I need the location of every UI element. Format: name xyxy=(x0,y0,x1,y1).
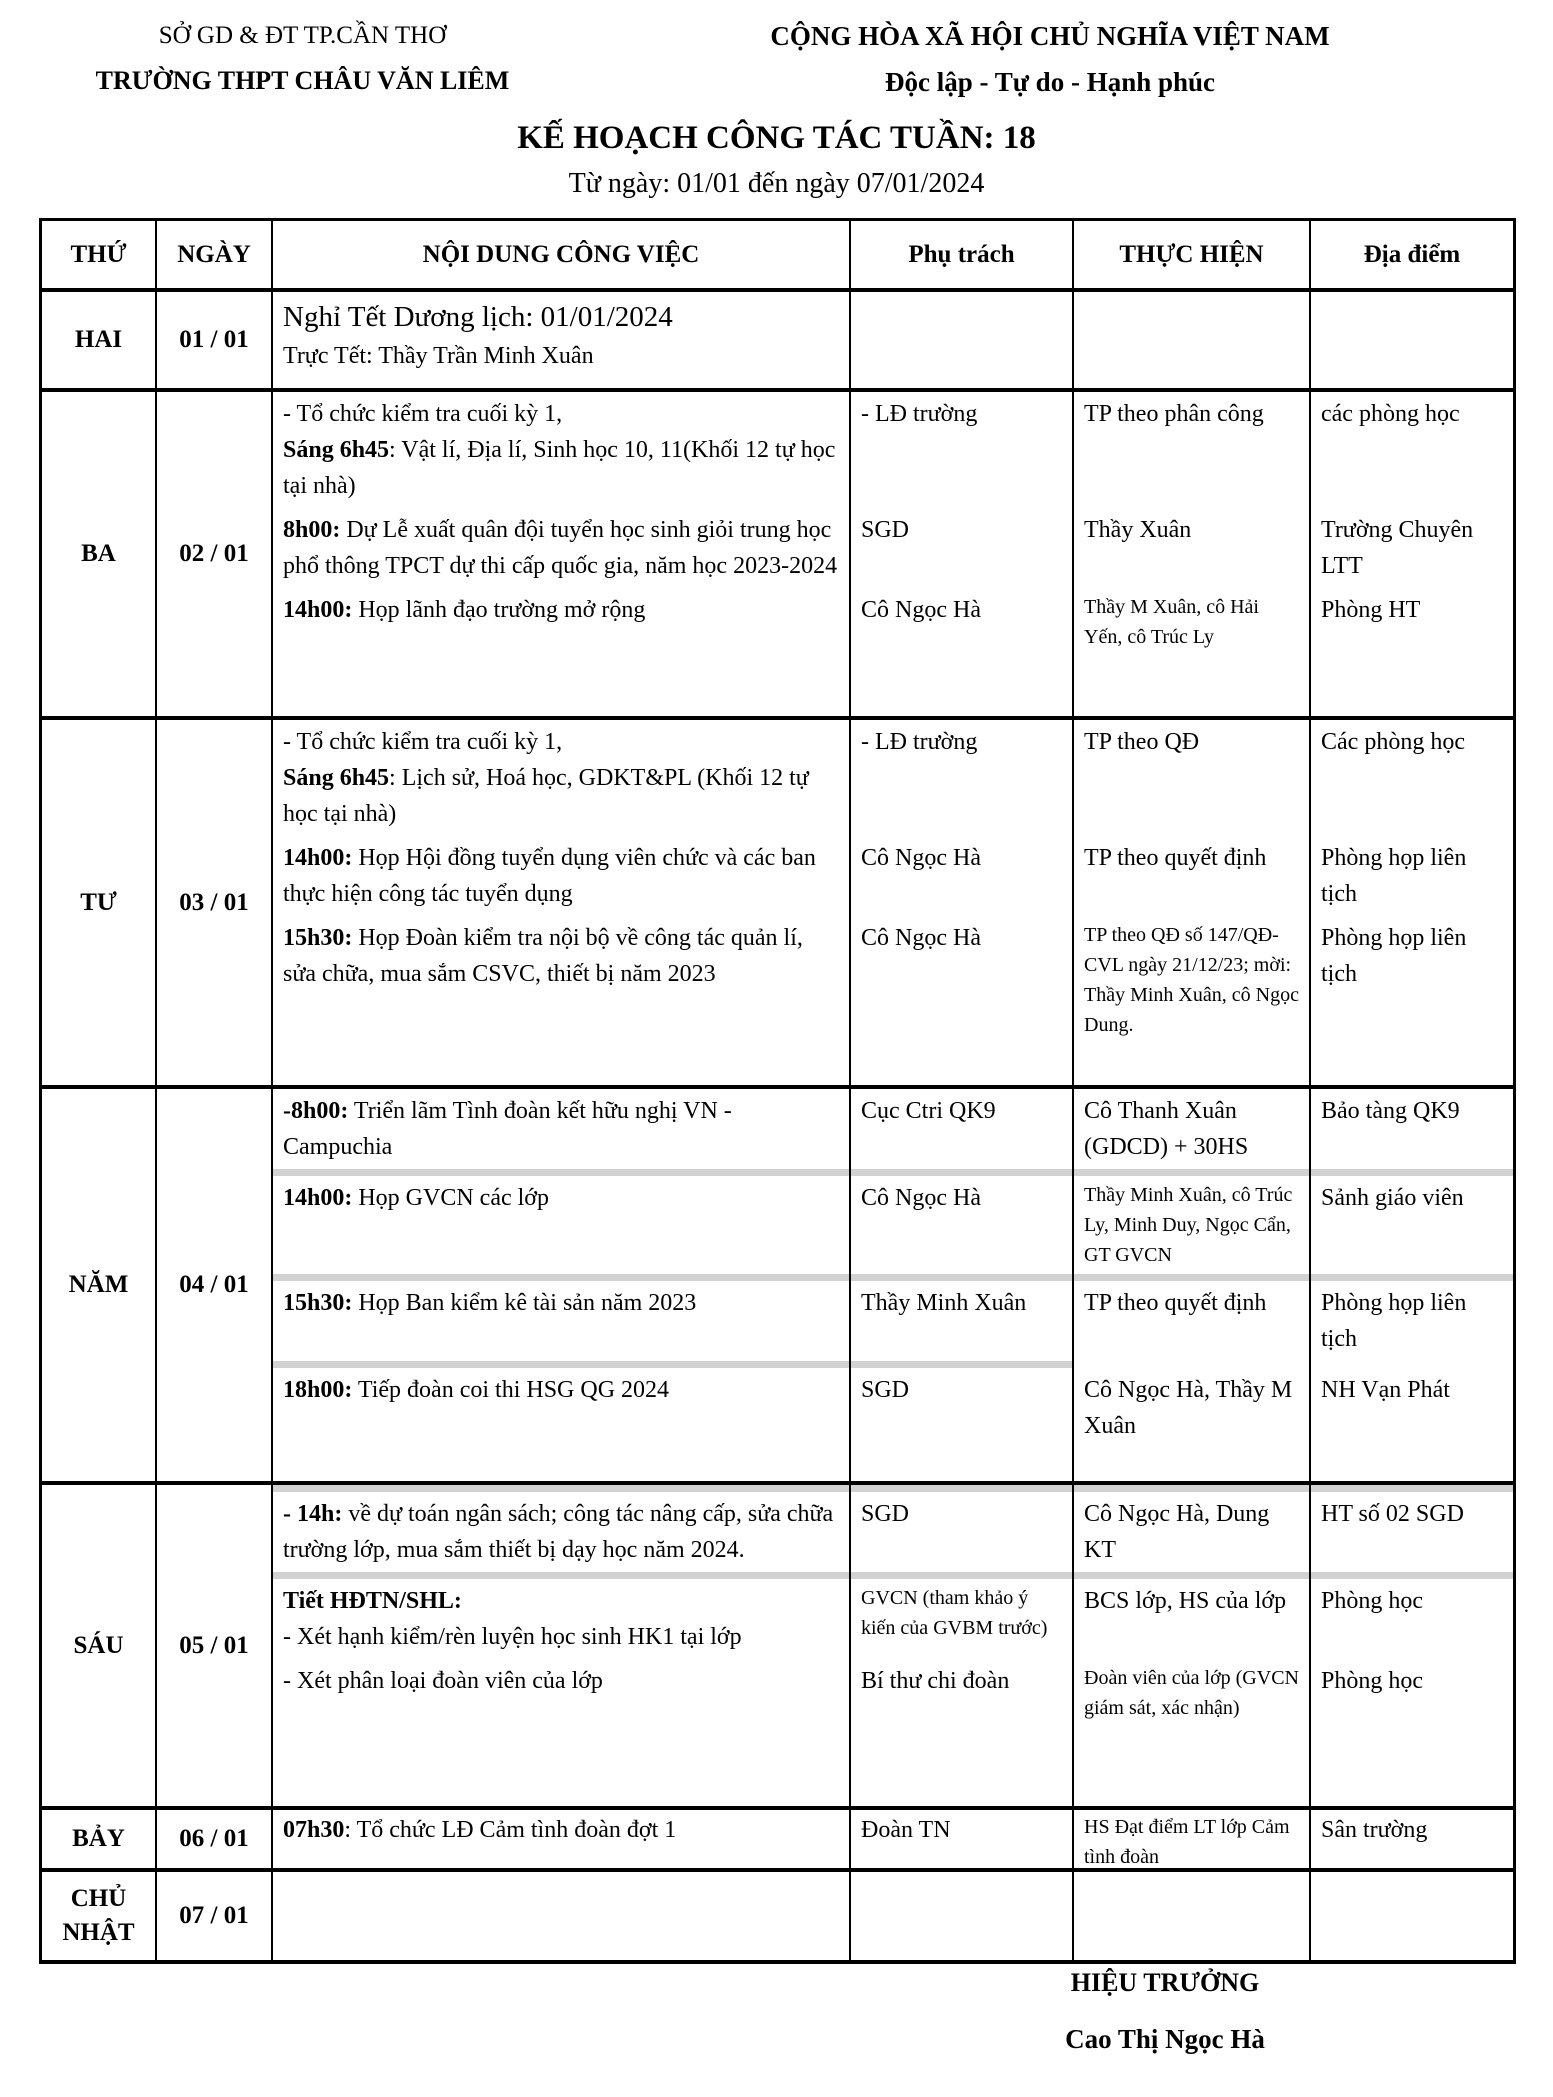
content-line xyxy=(283,338,841,374)
row-filler xyxy=(271,1448,1513,1481)
assignee-cell xyxy=(849,1579,1072,1659)
executor-cell xyxy=(1072,1368,1309,1448)
executor-cell xyxy=(1072,1659,1309,1727)
content-text: Họp GVCN các lớp xyxy=(352,1185,549,1211)
row-activities xyxy=(271,1485,1513,1806)
activity-row xyxy=(271,588,1513,656)
content-time-label: Tiết HĐTN/SHL: xyxy=(283,1588,462,1614)
location-cell xyxy=(1309,1281,1513,1361)
assignee-cell-text: SGD xyxy=(861,1377,910,1403)
filler-segment xyxy=(1309,1044,1513,1085)
executor-cell xyxy=(1072,836,1309,916)
executor-cell xyxy=(1072,1810,1309,1868)
filler-segment xyxy=(1309,1880,1513,1960)
activity-row xyxy=(271,508,1513,588)
content-line xyxy=(283,1093,841,1165)
separator-segment xyxy=(271,1361,849,1368)
separator-segment xyxy=(1309,1361,1513,1368)
assignee-cell-text: SGD xyxy=(861,517,910,543)
filler-segment xyxy=(1072,378,1309,388)
executor-cell-text: Thầy Minh Xuân, cô Trúc Ly, Minh Duy, Ngọc Cẩn, GT GVCN xyxy=(1084,1184,1293,1266)
separator-segment xyxy=(1309,1274,1513,1281)
activity-content xyxy=(271,392,849,508)
content-line xyxy=(283,296,841,338)
separator-segment xyxy=(1072,1274,1309,1281)
content-time-label: 14h00: xyxy=(283,845,353,871)
content-line xyxy=(283,1812,841,1848)
executor-cell-text: BCS lớp, HS của lớp xyxy=(1084,1588,1287,1614)
filler-segment xyxy=(271,1448,849,1481)
table-row xyxy=(42,1085,1513,1481)
national-motto: Độc lập - Tự do - Hạnh phúc xyxy=(884,67,1216,97)
separator-segment xyxy=(1309,1169,1513,1176)
assignee-cell-text: Đoàn TN xyxy=(861,1817,951,1843)
separator-segment xyxy=(271,1274,849,1281)
executor-cell-text: HS Đạt điểm LT lớp Cảm tình đoàn xyxy=(1084,1816,1290,1868)
content-text: - Xét hạnh kiểm/rèn luyện học sinh HK1 tại lớp xyxy=(283,1624,742,1650)
col-header-date: NGÀY xyxy=(155,221,271,288)
content-line xyxy=(283,396,841,432)
location-cell-text: HT số 02 SGD xyxy=(1321,1501,1464,1527)
assignee-cell-text: Bí thư chi đoàn xyxy=(861,1668,1010,1694)
assignee-cell-text: Thầy Minh Xuân xyxy=(861,1290,1027,1316)
executor-cell-text: TP theo phân công xyxy=(1084,401,1264,427)
executor-cell xyxy=(1072,916,1309,1044)
content-line xyxy=(283,1180,841,1216)
executor-cell xyxy=(1072,1176,1309,1274)
content-line xyxy=(283,1583,841,1619)
content-time-label: 15h30: xyxy=(283,925,353,951)
activity-row xyxy=(271,1579,1513,1659)
filler-segment xyxy=(849,1880,1072,1960)
executor-cell-text: Đoàn viên của lớp (GVCN giám sát, xác nhận) xyxy=(1084,1667,1299,1719)
separator-segment xyxy=(849,1169,1072,1176)
content-time-label: 8h00: xyxy=(283,517,341,543)
signature-block xyxy=(985,1968,1345,2055)
separator-segment xyxy=(1072,1361,1309,1368)
executor-cell xyxy=(1072,292,1309,378)
filler-segment xyxy=(271,1727,849,1806)
activity-content xyxy=(271,508,849,588)
date-cell: 05 / 01 xyxy=(155,1485,271,1806)
filler-segment xyxy=(849,1727,1072,1806)
separator-segment xyxy=(1072,1485,1309,1492)
assignee-cell xyxy=(849,836,1072,916)
location-cell xyxy=(1309,916,1513,1044)
assignee-cell xyxy=(849,508,1072,588)
executor-cell-text: Thầy M Xuân, cô Hải Yến, cô Trúc Ly xyxy=(1084,596,1259,648)
activity-content xyxy=(271,1176,849,1274)
day-cell: TƯ xyxy=(80,888,117,916)
col-header-executor: THỰC HIỆN xyxy=(1072,221,1309,288)
schedule-table xyxy=(39,218,1516,1964)
table-row xyxy=(42,388,1513,716)
row-filler xyxy=(271,378,1513,388)
assignee-cell xyxy=(849,1089,1072,1169)
row-separator xyxy=(271,1274,1513,1281)
content-time-label: Sáng 6h45 xyxy=(283,765,390,791)
assignee-cell-text: GVCN (tham khảo ý kiến của GVBM trước) xyxy=(861,1587,1048,1639)
executor-cell xyxy=(1072,508,1309,588)
signer-title: HIỆU TRƯỞNG xyxy=(1070,1968,1260,1997)
row-activities xyxy=(271,1872,1513,1960)
content-line xyxy=(283,840,841,912)
activity-content xyxy=(271,1368,849,1448)
table-row xyxy=(42,1806,1513,1868)
executor-cell xyxy=(1072,392,1309,508)
filler-segment xyxy=(1072,1880,1309,1960)
content-time-label: 14h00: xyxy=(283,597,353,623)
row-separator xyxy=(271,1361,1513,1368)
filler-segment xyxy=(271,1044,849,1085)
separator-segment xyxy=(271,1572,849,1579)
assignee-cell-text: - LĐ trường xyxy=(861,729,978,755)
assignee-cell xyxy=(849,720,1072,836)
separator-segment xyxy=(1309,1485,1513,1492)
activity-content xyxy=(271,1492,849,1572)
row-filler xyxy=(271,656,1513,716)
content-line xyxy=(283,1372,841,1408)
content-text: : Vật lí, Địa lí, Sinh học 10, 11(Khối 12 tự học tại nhà) xyxy=(283,437,836,499)
content-line xyxy=(283,920,841,992)
assignee-cell xyxy=(849,392,1072,508)
assignee-cell xyxy=(849,1872,1072,1880)
row-activities xyxy=(271,720,1513,1085)
assignee-cell-text: Cô Ngọc Hà xyxy=(861,597,981,623)
location-cell xyxy=(1309,1810,1513,1868)
col-header-location: Địa điểm xyxy=(1309,221,1513,288)
content-time-label: - 14h: xyxy=(283,1501,343,1527)
date-cell: 07 / 01 xyxy=(155,1872,271,1960)
date-cell: 03 / 01 xyxy=(155,720,271,1085)
content-time-label: -8h00: xyxy=(283,1098,349,1124)
activity-content xyxy=(271,916,849,1044)
activity-row xyxy=(271,1872,1513,1880)
signer-name: Cao Thị Ngọc Hà xyxy=(1065,2024,1265,2054)
table-body xyxy=(42,292,1513,1960)
day-cell: HAI xyxy=(74,326,123,353)
location-cell xyxy=(1309,1368,1513,1448)
row-filler xyxy=(271,1727,1513,1806)
assignee-cell-text: Cô Ngọc Hà xyxy=(861,1185,981,1211)
separator-segment xyxy=(1309,1572,1513,1579)
filler-segment xyxy=(1072,1727,1309,1806)
activity-content xyxy=(271,1579,849,1659)
row-separator xyxy=(271,1169,1513,1176)
assignee-cell-text: Cô Ngọc Hà xyxy=(861,925,981,951)
assignee-cell-text: SGD xyxy=(861,1501,910,1527)
content-text: Họp Hội đồng tuyển dụng viên chức và các ban thực hiện công tác tuyển dụng xyxy=(283,845,816,907)
row-separator xyxy=(271,1572,1513,1579)
content-text: : Lịch sử, Hoá học, GDKT&PL (Khối 12 tự học tại nhà) xyxy=(283,765,809,827)
activity-row xyxy=(271,836,1513,916)
row-activities xyxy=(271,1089,1513,1481)
school-name: TRƯỜNG THPT CHÂU VĂN LIÊM xyxy=(95,66,510,95)
date-cell: 01 / 01 xyxy=(155,292,271,388)
content-line xyxy=(283,1619,841,1655)
location-cell-text: Sảnh giáo viên xyxy=(1321,1185,1464,1211)
activity-row xyxy=(271,1810,1513,1868)
location-cell-text: Phòng họp liên tịch xyxy=(1321,845,1467,907)
activity-row xyxy=(271,720,1513,836)
executor-cell xyxy=(1072,1492,1309,1572)
org-header-right xyxy=(690,20,1410,98)
executor-cell xyxy=(1072,720,1309,836)
location-cell-text: Phòng học xyxy=(1321,1588,1423,1614)
assignee-cell xyxy=(849,916,1072,1044)
table-row xyxy=(42,292,1513,388)
filler-segment xyxy=(849,378,1072,388)
location-cell xyxy=(1309,1089,1513,1169)
activity-content xyxy=(271,1281,849,1361)
filler-segment xyxy=(271,378,849,388)
separator-segment xyxy=(849,1572,1072,1579)
org-header-left xyxy=(30,20,575,97)
executor-cell xyxy=(1072,1872,1309,1880)
day-cell: SÁU xyxy=(73,1631,124,1659)
separator-segment xyxy=(271,1169,849,1176)
filler-segment xyxy=(1072,1044,1309,1085)
content-text: Nghỉ Tết Dương lịch: 01/01/2024 xyxy=(283,301,673,333)
location-cell xyxy=(1309,588,1513,656)
content-line xyxy=(283,592,841,628)
separator-segment xyxy=(849,1361,1072,1368)
location-cell xyxy=(1309,836,1513,916)
location-cell-text: Các phòng học xyxy=(1321,729,1465,755)
executor-cell xyxy=(1072,1281,1309,1361)
table-row xyxy=(42,716,1513,1085)
content-text: : Tổ chức LĐ Cảm tình đoàn đợt 1 xyxy=(344,1817,677,1843)
executor-cell-text: Cô Ngọc Hà, Dung KT xyxy=(1084,1501,1270,1563)
date-cell: 02 / 01 xyxy=(155,392,271,716)
content-time-label: 07h30 xyxy=(283,1817,345,1843)
content-text: Triển lãm Tình đoàn kết hữu nghị VN - Campuchia xyxy=(283,1098,732,1160)
content-time-label: 18h00: xyxy=(283,1377,353,1403)
assignee-cell xyxy=(849,1659,1072,1727)
location-cell xyxy=(1309,392,1513,508)
department-name: SỞ GD & ĐT TP.CẦN THƠ xyxy=(158,22,447,49)
date-cell: 04 / 01 xyxy=(155,1089,271,1481)
row-filler xyxy=(271,1880,1513,1960)
executor-cell xyxy=(1072,588,1309,656)
table-row xyxy=(42,1868,1513,1960)
content-line xyxy=(283,1496,841,1568)
content-text: - Xét phân loại đoàn viên của lớp xyxy=(283,1668,603,1694)
location-cell-text: Phòng học xyxy=(1321,1668,1423,1694)
activity-content xyxy=(271,836,849,916)
filler-segment xyxy=(271,656,849,716)
assignee-cell xyxy=(849,1368,1072,1448)
filler-segment xyxy=(1072,656,1309,716)
separator-segment xyxy=(1072,1572,1309,1579)
col-header-day: THỨ xyxy=(70,240,127,268)
location-cell xyxy=(1309,1659,1513,1727)
separator-segment xyxy=(849,1274,1072,1281)
activity-row xyxy=(271,916,1513,1044)
col-header-assignee: Phụ trách xyxy=(849,221,1072,288)
assignee-cell xyxy=(849,1810,1072,1868)
executor-cell-text: Cô Ngọc Hà, Thầy M Xuân xyxy=(1084,1377,1293,1439)
page-title: KẾ HOẠCH CÔNG TÁC TUẦN: 18 xyxy=(517,120,1036,156)
content-line xyxy=(283,432,841,504)
filler-segment xyxy=(1309,1727,1513,1806)
activity-content xyxy=(271,292,849,378)
national-title: CỘNG HÒA XÃ HỘI CHỦ NGHĨA VIỆT NAM xyxy=(770,21,1330,51)
day-cell: CHỦ NHẬT xyxy=(62,1885,135,1946)
activity-content xyxy=(271,1659,849,1727)
filler-segment xyxy=(1072,1448,1309,1481)
activity-row xyxy=(271,1089,1513,1169)
content-time-label: 14h00: xyxy=(283,1185,353,1211)
executor-cell-text: TP theo quyết định xyxy=(1084,845,1267,871)
content-text: Tiếp đoàn coi thi HSG QG 2024 xyxy=(352,1377,670,1403)
assignee-cell xyxy=(849,1281,1072,1361)
location-cell-text: Phòng họp liên tịch xyxy=(1321,925,1467,987)
day-cell: NĂM xyxy=(68,1271,129,1298)
filler-segment xyxy=(849,1448,1072,1481)
filler-segment xyxy=(849,656,1072,716)
executor-cell-text: TP theo QĐ số 147/QĐ-CVL ngày 21/12/23; mời: Thầy Minh Xuân, cô Ngọc Dung. xyxy=(1084,924,1299,1036)
activity-content xyxy=(271,588,849,656)
content-text: Trực Tết: Thầy Trần Minh Xuân xyxy=(283,343,594,369)
location-cell-text: Sân trường xyxy=(1321,1817,1428,1843)
day-cell: BẢY xyxy=(72,1825,125,1852)
content-line xyxy=(283,724,841,760)
content-text: về dự toán ngân sách; công tác nâng cấp, sửa chữa trường lớp, mua sắm thiết bị dạy học năm 2024. xyxy=(283,1501,834,1563)
activity-content xyxy=(271,1089,849,1169)
content-time-label: Sáng 6h45 xyxy=(283,437,390,463)
executor-cell xyxy=(1072,1579,1309,1659)
content-line xyxy=(283,512,841,584)
activity-content xyxy=(271,1810,849,1868)
location-cell-text: Bảo tàng QK9 xyxy=(1321,1098,1460,1124)
activity-row xyxy=(271,292,1513,378)
content-text: - Tổ chức kiểm tra cuối kỳ 1, xyxy=(283,401,563,427)
content-line xyxy=(283,760,841,832)
filler-segment xyxy=(849,1044,1072,1085)
assignee-cell-text: Cô Ngọc Hà xyxy=(861,845,981,871)
filler-segment xyxy=(1309,1448,1513,1481)
row-activities xyxy=(271,1810,1513,1868)
location-cell xyxy=(1309,1579,1513,1659)
content-text: Họp Đoàn kiểm tra nội bộ về công tác quản lí, sửa chữa, mua sắm CSVC, thiết bị năm 2023 xyxy=(283,925,803,987)
filler-segment xyxy=(1309,378,1513,388)
activity-row xyxy=(271,1659,1513,1727)
row-activities xyxy=(271,392,1513,716)
filler-segment xyxy=(1309,656,1513,716)
location-cell xyxy=(1309,1872,1513,1880)
table-header-row xyxy=(42,221,1513,292)
activity-row xyxy=(271,1368,1513,1448)
content-text: Họp Ban kiểm kê tài sản năm 2023 xyxy=(352,1290,697,1316)
day-cell: BA xyxy=(81,540,116,567)
location-cell-text: Phòng họp liên tịch xyxy=(1321,1290,1467,1352)
assignee-cell-text: - LĐ trường xyxy=(861,401,978,427)
assignee-cell xyxy=(849,588,1072,656)
activity-row xyxy=(271,1281,1513,1361)
executor-cell-text: Cô Thanh Xuân (GDCD) + 30HS xyxy=(1084,1098,1249,1160)
filler-segment xyxy=(271,1880,849,1960)
col-header-content: NỘI DUNG CÔNG VIỆC xyxy=(271,221,849,288)
content-text: Họp lãnh đạo trường mở rộng xyxy=(352,597,646,623)
row-activities xyxy=(271,292,1513,388)
assignee-cell-text: Cục Ctri QK9 xyxy=(861,1098,996,1124)
content-text: - Tổ chức kiểm tra cuối kỳ 1, xyxy=(283,729,563,755)
executor-cell-text: Thầy Xuân xyxy=(1084,517,1192,543)
table-row xyxy=(42,1481,1513,1806)
location-cell xyxy=(1309,1176,1513,1274)
separator-segment xyxy=(271,1485,849,1492)
content-text: Dự Lễ xuất quân đội tuyển học sinh giỏi trung học phổ thông TPCT dự thi cấp quốc gia, năm học 2023-2024 xyxy=(283,517,838,579)
row-separator xyxy=(271,1485,1513,1492)
activity-content xyxy=(271,1872,849,1880)
location-cell-text: Phòng HT xyxy=(1321,597,1421,623)
assignee-cell xyxy=(849,292,1072,378)
activity-content xyxy=(271,720,849,836)
location-cell xyxy=(1309,1492,1513,1572)
date-range: Từ ngày: 01/01 đến ngày 07/01/2024 xyxy=(568,168,985,199)
executor-cell-text: TP theo QĐ xyxy=(1084,729,1200,755)
location-cell-text: NH Vạn Phát xyxy=(1321,1377,1450,1403)
assignee-cell xyxy=(849,1492,1072,1572)
separator-segment xyxy=(1072,1169,1309,1176)
row-filler xyxy=(271,1044,1513,1085)
executor-cell xyxy=(1072,1089,1309,1169)
location-cell-text: Trường Chuyên LTT xyxy=(1321,517,1474,579)
activity-row xyxy=(271,1176,1513,1274)
separator-segment xyxy=(849,1485,1072,1492)
activity-row xyxy=(271,392,1513,508)
location-cell xyxy=(1309,508,1513,588)
content-line xyxy=(283,1285,841,1321)
location-cell xyxy=(1309,292,1513,378)
activity-row xyxy=(271,1492,1513,1572)
location-cell-text: các phòng học xyxy=(1321,401,1460,427)
assignee-cell xyxy=(849,1176,1072,1274)
location-cell xyxy=(1309,720,1513,836)
executor-cell-text: TP theo quyết định xyxy=(1084,1290,1267,1316)
content-time-label: 15h30: xyxy=(283,1290,353,1316)
content-line xyxy=(283,1663,841,1699)
date-cell: 06 / 01 xyxy=(155,1810,271,1868)
